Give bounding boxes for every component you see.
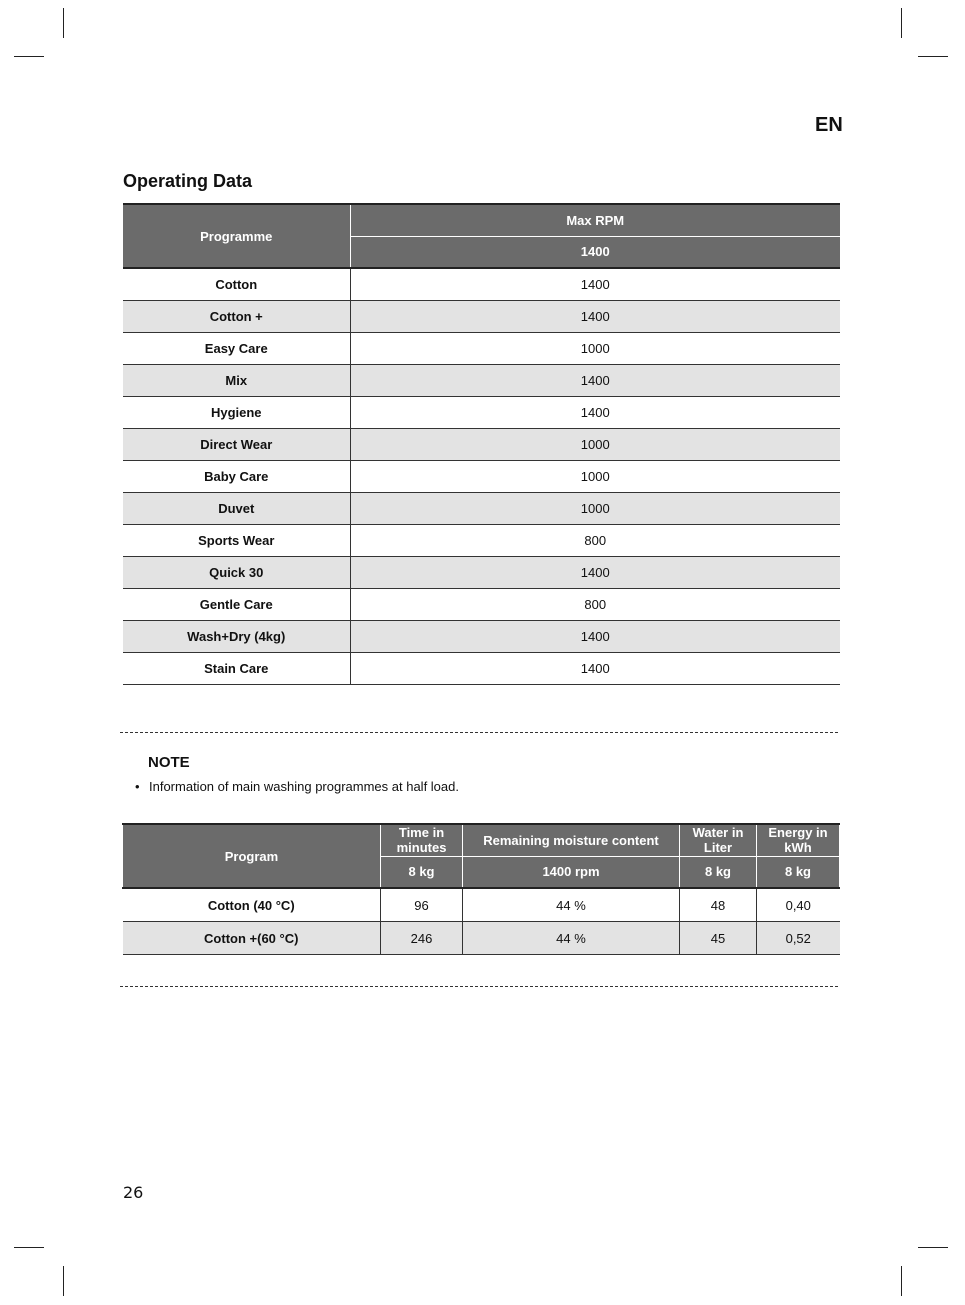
dashed-divider	[120, 986, 838, 987]
header-max-rpm: Max RPM	[350, 204, 840, 236]
crop-mark	[63, 8, 64, 38]
programme-name: Cotton	[123, 268, 350, 301]
header-time-line1: Time in	[398, 825, 445, 841]
table-row	[123, 268, 840, 301]
page-number: 26	[123, 1183, 144, 1202]
crop-mark	[901, 8, 902, 38]
table-row	[123, 557, 840, 589]
programme-name: Baby Care	[123, 461, 350, 493]
cell-moisture: 44 %	[463, 888, 680, 922]
bullet-icon: •	[135, 779, 140, 794]
table-row	[123, 922, 840, 955]
operating-data-table	[123, 203, 840, 685]
table-row	[123, 493, 840, 525]
programme-rpm: 1400	[350, 268, 840, 301]
page-title: Operating Data	[123, 171, 253, 191]
cell-energy: 0,52	[757, 922, 840, 955]
subheader-time: 8 kg	[381, 856, 463, 888]
programme-rpm: 1400	[350, 301, 840, 333]
table-row	[123, 621, 840, 653]
programme-rpm: 800	[350, 589, 840, 621]
table-row	[123, 333, 840, 365]
header-moisture: Remaining moisture content	[463, 824, 680, 856]
header-water-line2: Liter	[703, 840, 733, 856]
cell-time: 246	[381, 922, 463, 955]
note-text: Information of main washing programmes at half load.	[149, 779, 459, 794]
cell-water: 48	[680, 888, 757, 922]
table-row	[123, 429, 840, 461]
programme-name: Cotton +	[123, 301, 350, 333]
cell-time: 96	[381, 888, 463, 922]
table-row	[123, 888, 840, 922]
cell-moisture: 44 %	[463, 922, 680, 955]
header-energy-line1: Energy in	[768, 825, 828, 841]
programme-rpm: 800	[350, 525, 840, 557]
programme-rpm: 1000	[350, 461, 840, 493]
programme-name: Quick 30	[123, 557, 350, 589]
header-water-line1: Water in	[692, 825, 744, 841]
half-load-body	[123, 888, 840, 955]
table-row	[123, 365, 840, 397]
table-row	[123, 461, 840, 493]
table-row	[123, 589, 840, 621]
programme-name: Duvet	[123, 493, 350, 525]
language-label: EN	[815, 114, 843, 136]
programme-name: Gentle Care	[123, 589, 350, 621]
header-program: Program	[123, 824, 381, 888]
cell-program: Cotton (40 °C)	[123, 888, 381, 922]
cell-program: Cotton +(60 °C)	[123, 922, 381, 955]
half-load-table	[122, 823, 840, 955]
table-row	[123, 397, 840, 429]
dashed-divider	[120, 732, 838, 733]
programme-name: Wash+Dry (4kg)	[123, 621, 350, 653]
operating-data-body	[123, 268, 840, 685]
header-rpm-value: 1400	[350, 236, 840, 268]
crop-mark	[63, 1266, 64, 1296]
programme-name: Stain Care	[123, 653, 350, 685]
programme-rpm: 1000	[350, 493, 840, 525]
header-programme: Programme	[123, 204, 350, 268]
table-row	[123, 301, 840, 333]
table-row	[123, 525, 840, 557]
programme-name: Direct Wear	[123, 429, 350, 461]
programme-rpm: 1400	[350, 397, 840, 429]
programme-name: Easy Care	[123, 333, 350, 365]
note-heading: NOTE	[148, 754, 190, 771]
header-time-line2: minutes	[396, 840, 447, 856]
programme-name: Mix	[123, 365, 350, 397]
crop-mark	[14, 1247, 44, 1248]
programme-rpm: 1400	[350, 621, 840, 653]
programme-rpm: 1000	[350, 333, 840, 365]
cell-energy: 0,40	[757, 888, 840, 922]
programme-rpm: 1400	[350, 557, 840, 589]
crop-mark	[14, 56, 44, 57]
programme-rpm: 1000	[350, 429, 840, 461]
header-time	[381, 824, 463, 856]
crop-mark	[918, 56, 948, 57]
programme-rpm: 1400	[350, 653, 840, 685]
programme-name: Hygiene	[123, 397, 350, 429]
table-row	[123, 653, 840, 685]
cell-water: 45	[680, 922, 757, 955]
programme-rpm: 1400	[350, 365, 840, 397]
crop-mark	[918, 1247, 948, 1248]
header-energy	[757, 824, 840, 856]
subheader-energy: 8 kg	[757, 856, 840, 888]
note-item	[135, 779, 459, 794]
header-water	[680, 824, 757, 856]
subheader-water: 8 kg	[680, 856, 757, 888]
header-energy-line2: kWh	[784, 840, 812, 856]
crop-mark	[901, 1266, 902, 1296]
programme-name: Sports Wear	[123, 525, 350, 557]
subheader-moisture: 1400 rpm	[463, 856, 680, 888]
